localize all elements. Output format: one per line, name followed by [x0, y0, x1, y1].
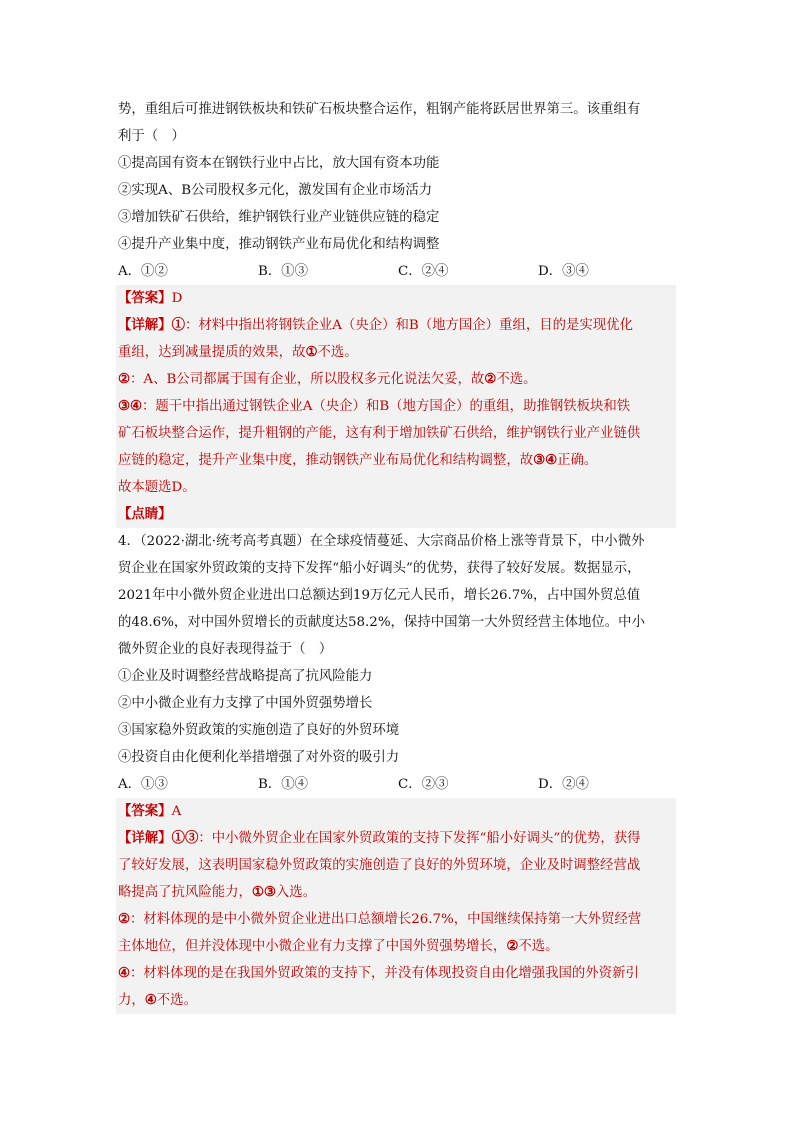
q4-stem-line-5: 微外贸企业的良好表现得益于（ ） — [118, 642, 333, 657]
q3-stem-line-2: 利于（ ） — [118, 129, 185, 144]
detail-tag: 【详解】 — [118, 830, 172, 846]
q3-detail-3 — [118, 393, 676, 420]
q3-answer — [118, 285, 676, 312]
q4-detail-1 — [118, 825, 676, 852]
detail-text: 不选。 — [317, 345, 358, 360]
q3-item-2: ②实现A、B公司股权多元化，激发国有企业市场活力 — [118, 183, 433, 198]
q4-item-4: ④投资自由化便利化举措增强了对外资的吸引力 — [118, 750, 400, 765]
q3-option-a: A．①② — [118, 264, 168, 279]
q4-detail-3-cont — [118, 987, 676, 1014]
detail-text: ：材料体现的是在我国外贸政策的支持下，并没有体现投资自由化增强我国的外资新引 — [130, 966, 639, 981]
q4-option-b: B．①④ — [258, 777, 309, 792]
q4-stem-line-3: 2021年中小微外贸企业进出口总额达到19万亿元人民币，增长26.7%，占中国外贸总值 — [118, 588, 641, 603]
q4-option-c: C．②③ — [398, 777, 449, 792]
detail-text: 正确。 — [557, 453, 598, 468]
detail-text: 不选。 — [156, 993, 197, 1008]
q4-detail-2-cont — [118, 933, 676, 960]
detail-mark: ④ — [118, 965, 131, 981]
detail-tag: 【详解】 — [118, 317, 172, 333]
detail-mark: ② — [118, 911, 131, 927]
detail-text: ：材料中指出将钢铁企业A（央企）和B（地方国企）重组，目的是实现优化 — [184, 318, 633, 333]
detail-text: 入选。 — [275, 885, 317, 900]
q4-item-1: ①企业及时调整经营战略提高了抗风险能力 — [118, 669, 373, 684]
q4-stem-line-4: 的48.6%，对中国外贸增长的贡献度达58.2%，保持中国第一大外贸经营主体地位。中小 — [118, 615, 645, 630]
q4-stem-line-2: 贸企业在国家外贸政策的支持下发挥“船小好调头”的优势，获得了较好发展。数据显示， — [118, 561, 641, 576]
answer-tag: 【答案】 — [118, 290, 172, 306]
q3-detail-3-cont: 矿石板块整合运作，提升粗钢的产能，这有利于增加铁矿石供给，维护钢铁行业产业链供 — [118, 426, 641, 441]
q3-option-c: C．②④ — [398, 264, 449, 279]
q4-options — [118, 771, 678, 798]
q4-detail-2 — [118, 906, 676, 933]
q4-detail-1-cont: 了较好发展，这表明国家稳外贸政策的实施创造了良好的外贸环境，企业及时调整经营战 — [118, 858, 641, 873]
detail-mark: ② — [118, 371, 131, 387]
detail-text: 力， — [118, 993, 145, 1008]
detail-text: ：中小微外贸企业在国家外贸政策的支持下发挥“船小好调头”的优势，获得 — [198, 831, 641, 846]
detail-mark: ③④ — [118, 398, 143, 414]
q3-highlight-tag: 【点睛】 — [118, 506, 172, 522]
q4-item-3: ③国家稳外贸政策的实施创造了良好的外贸环境 — [118, 723, 400, 738]
answer-value: D — [171, 291, 183, 306]
detail-text: ：题干中指出通过钢铁企业A（央企）和B（地方国企）的重组，助推钢铁板块和铁 — [142, 399, 631, 414]
answer-value: A — [171, 804, 182, 819]
detail-mark: ①③ — [251, 884, 276, 900]
q3-detail-3-end — [118, 447, 676, 474]
detail-mark: ① — [171, 317, 185, 333]
answer-tag: 【答案】 — [118, 803, 172, 819]
detail-text: ：材料体现的是中小微外贸企业进出口总额增长26.7%，中国继续保持第一大外贸经营 — [130, 912, 642, 927]
q3-options — [118, 258, 678, 285]
detail-mark: ② — [484, 371, 497, 387]
q3-option-d: D．③④ — [538, 264, 589, 279]
detail-mark: ① — [305, 344, 318, 360]
detail-text: 重组，达到减量提质的效果，故 — [118, 345, 306, 360]
detail-mark: ② — [506, 938, 519, 954]
detail-text: 不选。 — [518, 939, 559, 954]
q3-detail-1 — [118, 312, 676, 339]
q3-conclusion: 故本题选D。 — [118, 480, 196, 495]
q4-answer — [118, 798, 676, 825]
detail-text: ：A、B公司都属于国有企业，所以股权多元化说法欠妥，故 — [130, 372, 485, 387]
q3-answer-block — [116, 285, 676, 528]
q3-item-1: ①提高国有资本在钢铁行业中占比，放大国有资本功能 — [118, 156, 440, 171]
detail-text: 主体地位，但并没体现中小微企业有力支撑了中国外贸强势增长， — [118, 939, 507, 954]
q4-detail-3 — [118, 960, 676, 987]
detail-text: 应链的稳定，提升产业集中度，推动钢铁产业布局优化和结构调整，故 — [118, 453, 534, 468]
detail-text: 略提高了抗风险能力， — [118, 885, 252, 900]
q3-stem-line-1: 势，重组后可推进钢铁板块和铁矿石板块整合运作，粗钢产能将跃居世界第三。该重组有 — [118, 102, 641, 117]
q4-stem-line-1: 4．（2022·湖北·统考高考真题）在全球疫情蔓延、大宗商品价格上涨等背景下，中小微外 — [118, 534, 645, 549]
q4-detail-1-end — [118, 879, 676, 906]
q3-detail-1-cont — [118, 339, 676, 366]
q3-item-4: ④提升产业集中度，推动钢铁产业布局优化和结构调整 — [118, 237, 440, 252]
detail-text: 不选。 — [496, 372, 537, 387]
document-page — [118, 96, 678, 1014]
q3-item-3: ③增加铁矿石供给，维护钢铁行业产业链供应链的稳定 — [118, 210, 440, 225]
detail-mark: ③④ — [533, 452, 558, 468]
q4-answer-block — [116, 798, 676, 1014]
q4-item-2: ②中小微企业有力支撑了中国外贸强势增长 — [118, 696, 373, 711]
detail-mark: ④ — [144, 992, 157, 1008]
q4-option-d: D．②④ — [538, 777, 589, 792]
q3-option-b: B．①③ — [258, 264, 309, 279]
q4-option-a: A．①③ — [118, 777, 168, 792]
detail-mark: ①③ — [171, 830, 199, 846]
q3-detail-2 — [118, 366, 676, 393]
